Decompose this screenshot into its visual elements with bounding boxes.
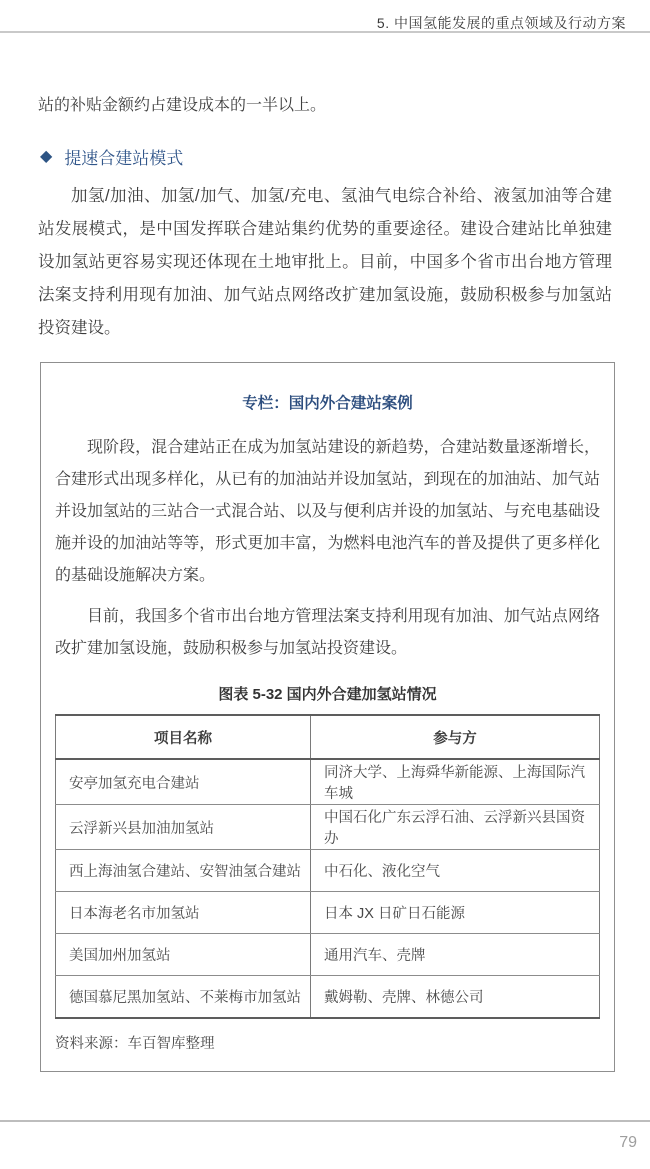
table-cell-project: 美国加州加氢站 — [56, 934, 311, 976]
table-cell-project: 安亭加氢充电合建站 — [56, 759, 311, 805]
table-cell-participants: 戴姆勒、壳牌、林德公司 — [324, 990, 484, 1006]
table-cell-participants: 日本 JX 日矿日石能源 — [311, 892, 600, 934]
table-row — [56, 892, 600, 934]
table-header-participants: 参与方 — [311, 715, 600, 759]
table-caption: 图表 5-32 国内外合建加氢站情况 — [218, 686, 437, 703]
case-study-box — [40, 362, 615, 1072]
table-header-project: 项目名称 — [56, 715, 311, 759]
running-head-title: 5. 中国氢能发展的重点领域及行动方案 — [376, 15, 626, 31]
co-built-stations-table — [55, 714, 600, 1019]
table-cell-project: 云浮新兴县加油加氢站 — [56, 805, 311, 850]
table-cell-participants: 同济大学、上海舜华新能源、上海国际汽车城 — [311, 759, 600, 805]
table-row — [56, 759, 600, 805]
diamond-bullet-icon: ◆ — [40, 147, 53, 165]
page-number: 79 — [619, 1134, 637, 1151]
table-cell-project: 德国慕尼黑加氢站、不莱梅市加氢站 — [56, 976, 311, 1019]
section-paragraph: 加氢/加油、加氢/加气、加氢/充电、氢油气电综合补给、液氢加油等合建站发展模式，是中国发挥联合建站集约优势的重要途径。建设合建站比单独建设加氢站更容易实现还体现在土地审批上。目前，中国多个省市出台地方管理法案支持利用现有加油、加气站点网络改扩建加氢设施，鼓励积极参与加氢站投资建设。 — [38, 187, 612, 337]
table-row — [56, 934, 600, 976]
page-content — [0, 93, 650, 1072]
section-title: 提速合建站模式 — [64, 149, 184, 168]
table-cell-project: 西上海油氢合建站、安智油氢合建站 — [56, 850, 311, 892]
footer-divider — [0, 1120, 650, 1122]
table-row — [56, 805, 600, 850]
section-heading — [38, 144, 612, 169]
table-row — [56, 976, 600, 1019]
case-box-paragraph-1: 现阶段，混合建站正在成为加氢站建设的新趋势，合建站数量逐渐增长，合建形式出现多样化，从已有的加油站并设加氢站，到现在的加油站、加气站并设加氢站的三站合一式混合站、以及与便利店并设的加氢站、与充电基础设施并设的加油站等等，形式更加丰富，为燃料电池汽车的普及提供了更多样化的基础设施解决方案。 — [55, 439, 600, 584]
table-cell-participants: 中国石化广东云浮石油、云浮新兴县国资办 — [311, 805, 600, 850]
page-header — [0, 0, 650, 29]
table-row — [56, 850, 600, 892]
table-cell-participants: 中石化、液化空气 — [311, 850, 600, 892]
case-box-title: 专栏：国内外合建站案例 — [242, 395, 413, 412]
table-cell-project: 日本海老名市加氢站 — [56, 892, 311, 934]
table-header-row — [56, 715, 600, 759]
intro-paragraph: 站的补贴金额约占建设成本的一半以上。 — [38, 97, 327, 114]
table-cell-participants: 通用汽车、壳牌 — [311, 934, 600, 976]
source-note: 资料来源：车百智库整理 — [55, 1036, 215, 1052]
case-box-paragraph-2: 目前，我国多个省市出台地方管理法案支持利用现有加油、加气站点网络改扩建加氢设施，鼓励积极参与加氢站投资建设。 — [55, 608, 600, 657]
